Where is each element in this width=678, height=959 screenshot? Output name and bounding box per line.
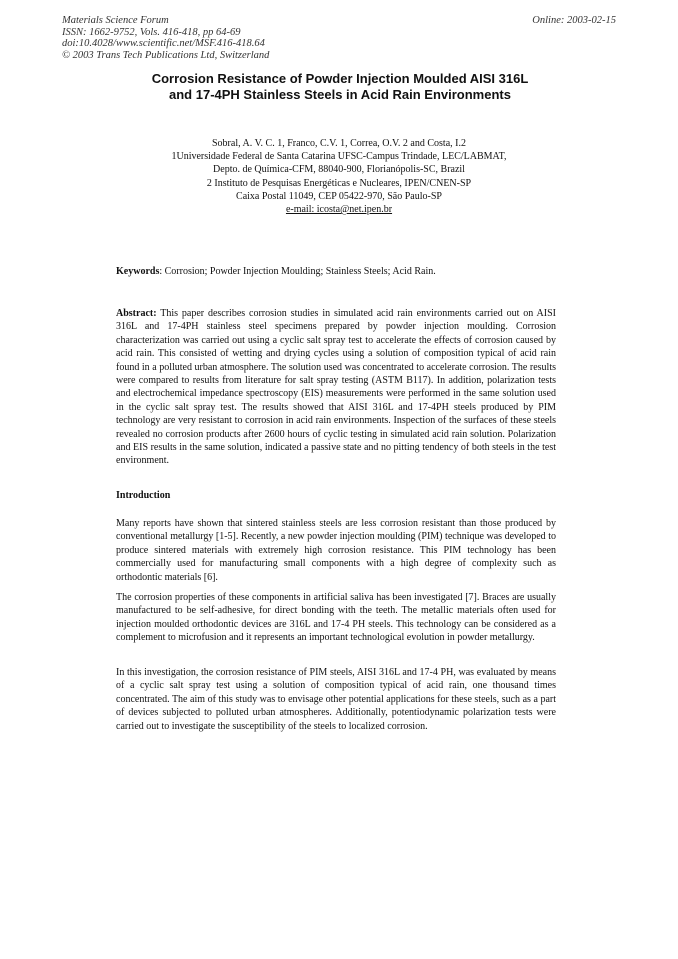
author-names: Sobral, A. V. C. 1, Franco, C.V. 1, Correa, O.V. 2 and Costa, I.2 — [212, 138, 466, 149]
abstract — [116, 307, 556, 468]
keywords — [116, 266, 436, 277]
journal-header — [62, 15, 269, 61]
introduction-heading: Introduction — [116, 490, 171, 501]
abstract-text: This paper describes corrosion studies in simulated acid rain environments carried out on AISI 316L and 17-4PH stainless steel specimens prepared by powder injection moulding. Corrosion characterization was carried out using a cyclic salt spray test to accelerate the effects of corrosion caused by acid rain. This consisted of wetting and drying cycles using a solution of composition typical of acid rain found in a polluted urban atmosphere. The solution used was concentrated to accelerate corrosion. The results were compared to results from literature for salt spray testing (ASTM B117). In addition, polarization tests and electrochemical impedance spectroscopy (EIS) measurements were performed in the same solution used in the cyclic salt spray test. The results showed that AISI 316L and 17-4PH steels produced by PIM technology are very resistant to corrosion in acid rain environments. Inspection of the surfaces of these steels revealed no corrosion products after 2600 hours of cyclic testing in simulated acid rain solution. Polarization and EIS results in the same solution, indicated a passive state and no pitting tendency of both steels in the test environment. — [116, 308, 556, 467]
intro-paragraph-2: The corrosion properties of these components in artificial saliva has been investigated [7]. Braces are usually manufactured to be self-adhesive, for direct bonding with the teeth. The metallic materials often used for injection moulded orthodontic devices are 316L and 17-4 PH steels. This technology can be considered as a complement to microfusion and it represents an important technological evolution in powder metallurgy. — [116, 592, 556, 644]
copyright-line: © 2003 Trans Tech Publications Ltd, Switzerland — [62, 49, 270, 61]
author-block — [100, 137, 578, 216]
journal-name: Materials Science Forum — [62, 15, 169, 26]
intro-paragraph-3: In this investigation, the corrosion resistance of PIM steels, AISI 316L and 17-4 PH, was evaluated by means of a cyclic salt spray test using a solution of composition typical of acid rain, one thousand times concentrated. The aim of this study was to envisage other potential applications for these steels, such as a part of devices subjected to polluted urban atmospheres. Additionally, potentiodynamic polarization tests were carried out to investigate the susceptibility of the steels to localized corrosion. — [116, 667, 556, 732]
paper-title — [100, 71, 580, 103]
affiliation-1-line-2: Depto. de Química-CFM, 88040-900, Florianópolis-SC, Brazil — [213, 164, 465, 176]
affiliation-2-line-1: 2 Instituto de Pesquisas Energéticas e Nucleares, IPEN/CNEN-SP — [206, 177, 472, 189]
title-line-1: Corrosion Resistance of Powder Injection Moulded AISI 316L — [151, 71, 529, 86]
intro-paragraph-1: Many reports have shown that sintered stainless steels are less corrosion resistant than those produced by conventional metallurgy [1-5]. Recently, a new powder injection moulding (PIM) technique was developed to produce sintered materials with extremely high corrosion resistance. This PIM technology has been commercially used for manufacturing small components with a high degree of complexity such as orthodontic materials [6]. — [116, 518, 556, 583]
issn-line: ISSN: 1662-9752, Vols. 416-418, pp 64-69 — [62, 26, 241, 38]
doi-line: doi:10.4028/www.scientific.net/MSF.416-418.64 — [62, 38, 265, 49]
affiliation-2-line-2: Caixa Postal 11049, CEP 05422-970, São Paulo-SP — [236, 190, 442, 202]
title-line-2: and 17-4PH Stainless Steels in Acid Rain Environments — [169, 87, 511, 102]
author-email[interactable]: e-mail: icosta@net.ipen.br — [285, 204, 393, 216]
keywords-text: : Corrosion; Powder Injection Moulding; Stainless Steels; Acid Rain. — [159, 266, 436, 277]
affiliation-1-line-1: 1Universidade Federal de Santa Catarina UFSC-Campus Trindade, LEC/LABMAT, — [171, 151, 507, 163]
keywords-label: Keywords — [116, 266, 160, 277]
abstract-label: Abstract: — [116, 308, 157, 319]
online-date: Online: 2003-02-15 — [532, 15, 616, 26]
